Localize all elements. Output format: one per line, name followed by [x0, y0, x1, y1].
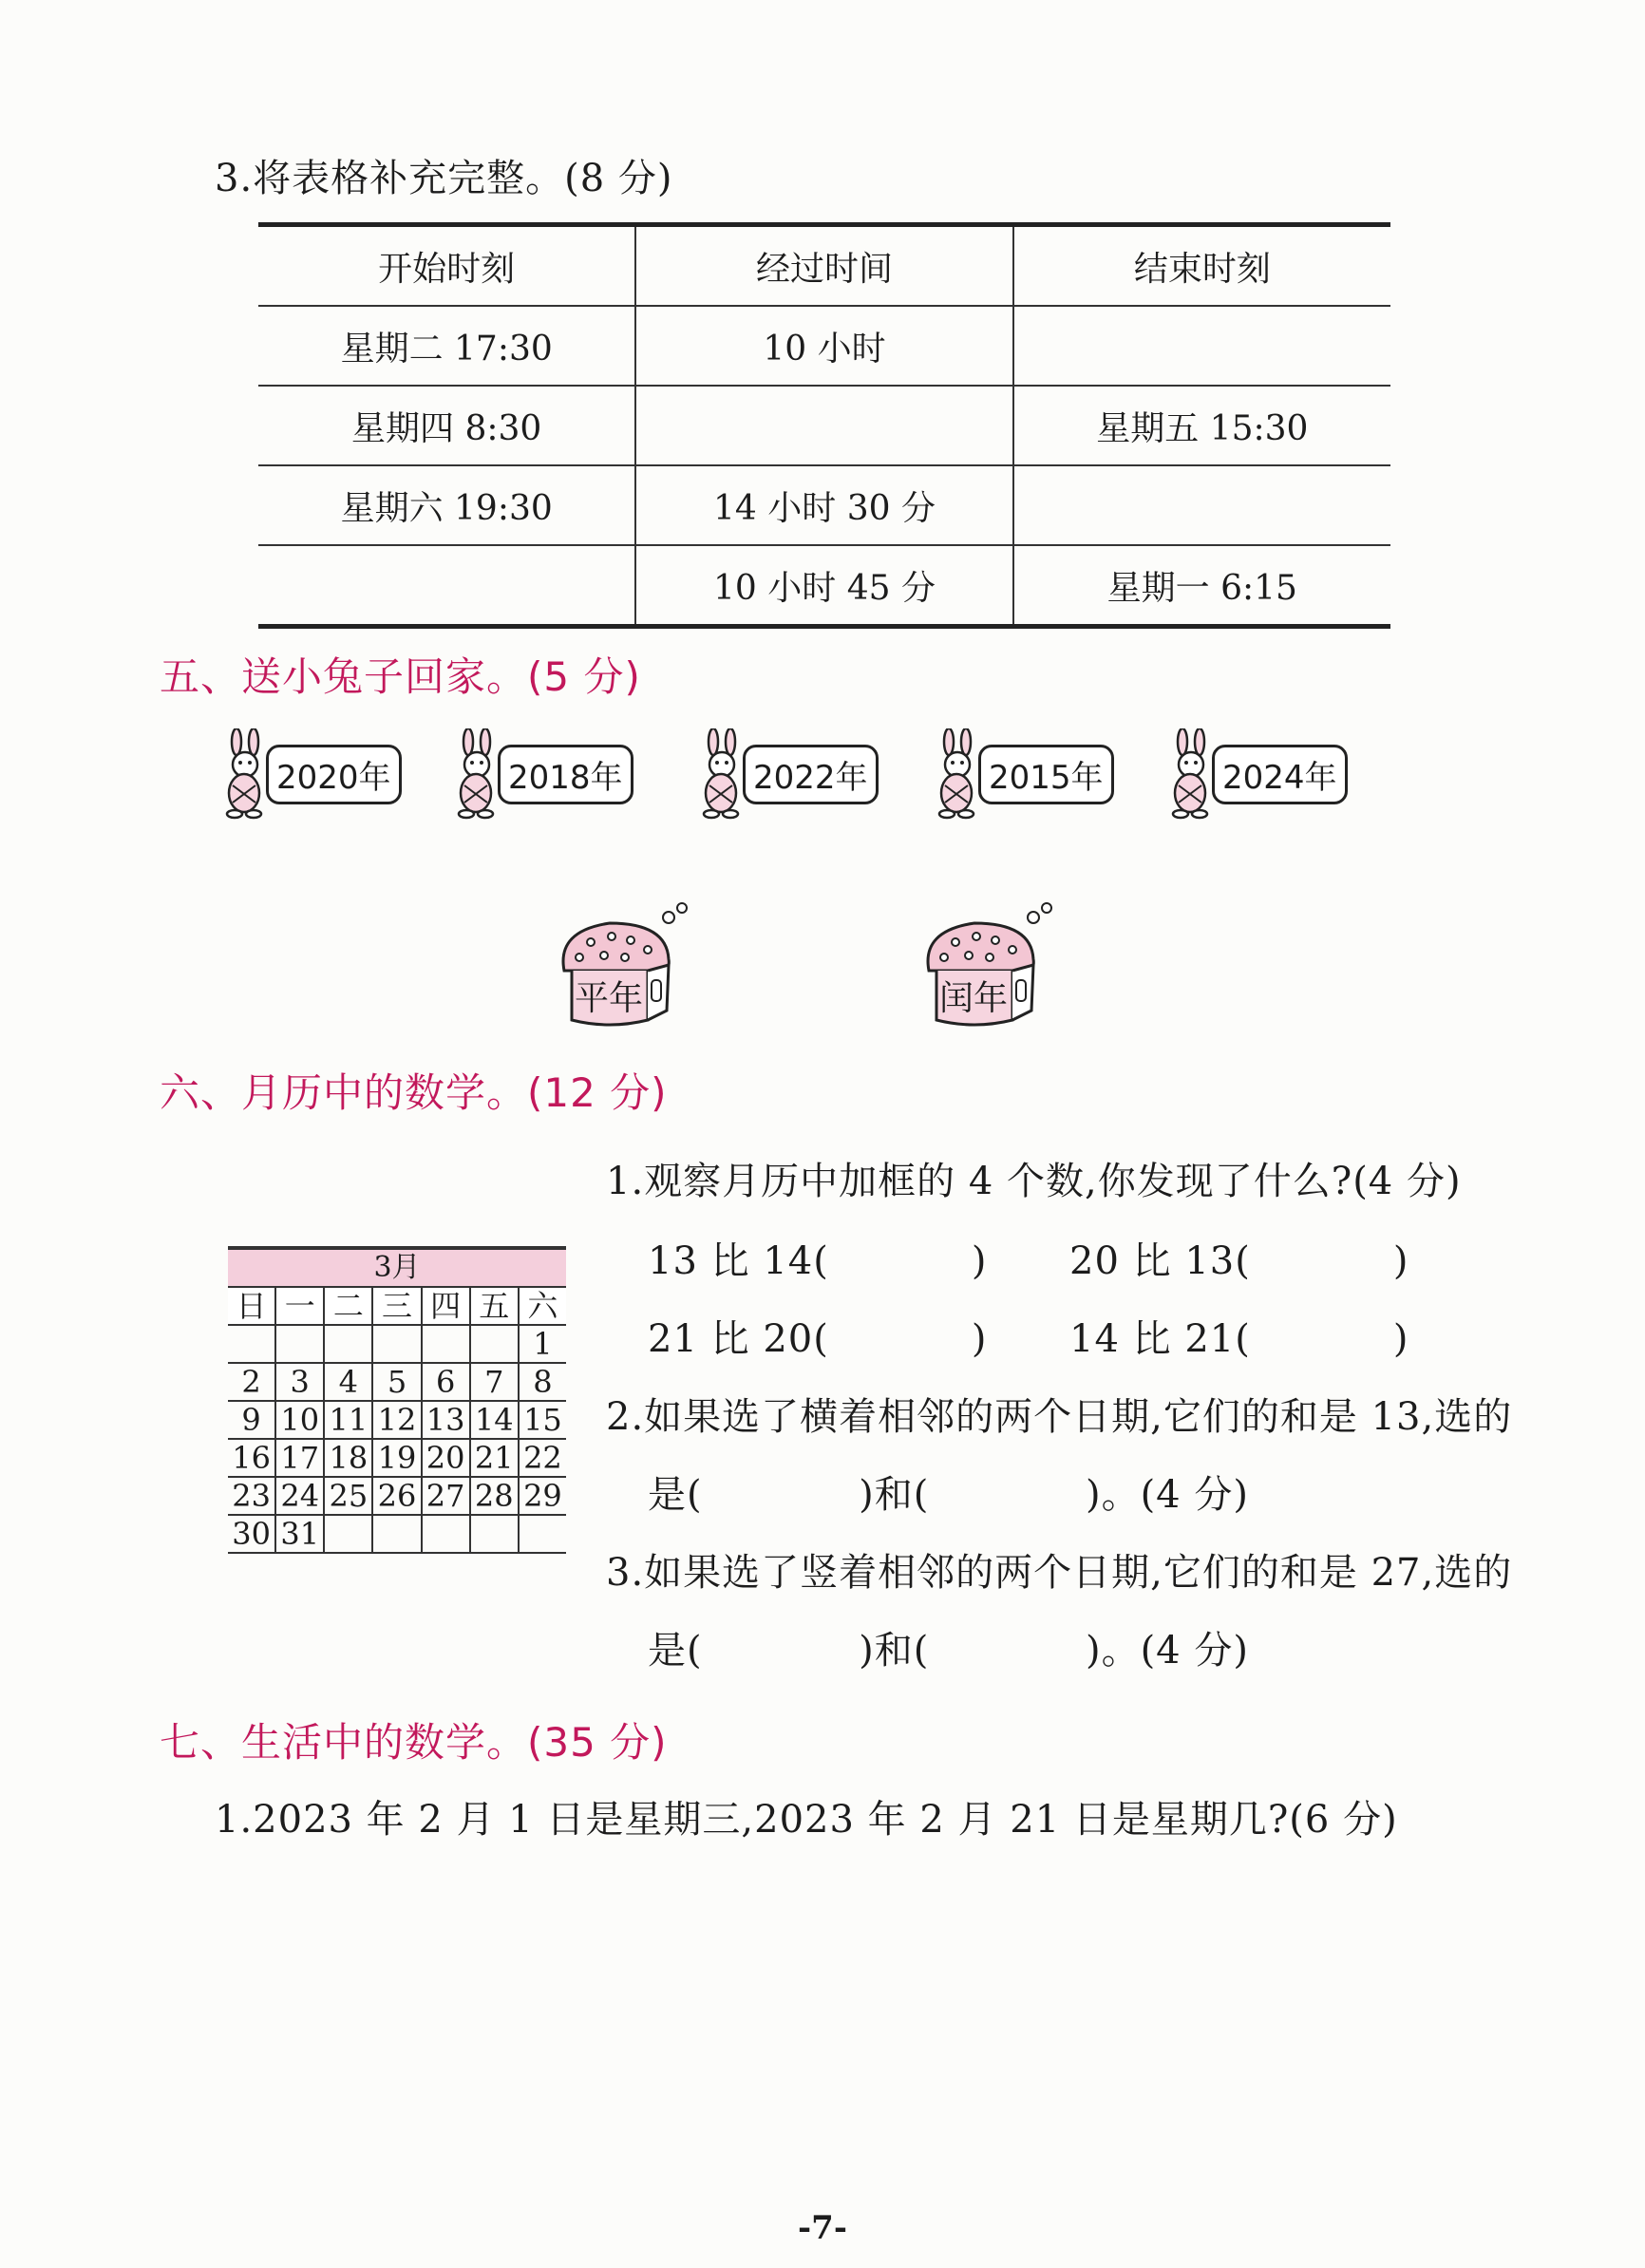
close-paren: ) [1392, 1239, 1409, 1283]
part3-title: 3.将表格补充完整。(8 分) [215, 157, 673, 200]
s6-q1-blank-a [648, 1231, 987, 1285]
calendar-day: 4 [324, 1363, 372, 1401]
elapsed-cell: 10 小时 45 分 [635, 545, 1012, 627]
calendar-week-row [228, 1401, 566, 1439]
section7-title: 七、生活中的数学。(35 分) [160, 1719, 668, 1766]
weekday-label: 四 [422, 1287, 470, 1325]
s6-q1-blank-c [648, 1309, 987, 1363]
close-paren: ) [971, 1317, 988, 1361]
table-row [258, 306, 1390, 386]
rabbit-card[interactable] [1166, 727, 1348, 822]
calendar-day: 12 [372, 1401, 421, 1439]
calendar-month-row [228, 1248, 566, 1287]
table-row [258, 465, 1390, 545]
header-end-time: 结束时刻 [1013, 225, 1390, 307]
page-number: -7- [798, 2209, 847, 2247]
rabbit-year-tag: 2020年 [266, 745, 402, 804]
table-row [258, 545, 1390, 627]
section6-title: 六、月历中的数学。(12 分) [160, 1069, 668, 1116]
close-paren: ) [971, 1239, 988, 1283]
elapsed-cell: 14 小时 30 分 [635, 465, 1012, 545]
rabbit-card[interactable] [933, 727, 1114, 822]
weekday-label: 一 [275, 1287, 324, 1325]
calendar-day: 14 [470, 1401, 519, 1439]
weekday-label: 六 [519, 1287, 566, 1325]
calendar-day: 18 [324, 1439, 372, 1477]
calendar-empty-cell [372, 1515, 421, 1553]
s7-question-1: 1.2023 年 2 月 1 日是星期三,2023 年 2 月 21 日是星期几?(6 分) [215, 1798, 1398, 1842]
house-common-year[interactable] [553, 898, 695, 1040]
calendar-empty-cell [422, 1325, 470, 1363]
calendar-week-row [228, 1477, 566, 1515]
calendar-empty-cell [228, 1325, 275, 1363]
start-cell-answer[interactable] [258, 545, 635, 627]
calendar-day: 20 [422, 1439, 470, 1477]
s6-q1-b-text: 20 比 13( [1069, 1239, 1251, 1283]
end-cell: 星期一 6:15 [1013, 545, 1390, 627]
end-cell-answer[interactable] [1013, 306, 1390, 386]
calendar-day: 29 [519, 1477, 566, 1515]
s6-q1-blank-d [1069, 1309, 1409, 1363]
calendar-empty-cell [422, 1515, 470, 1553]
calendar-empty-cell [519, 1515, 566, 1553]
house-label: 闰年 [938, 979, 1008, 1018]
calendar-empty-cell [275, 1325, 324, 1363]
s6-question-3: 3.如果选了竖着相邻的两个日期,它们的和是 27,选的 [606, 1551, 1513, 1595]
calendar-day: 5 [372, 1363, 421, 1401]
rabbit-year-tag: 2024年 [1212, 745, 1348, 804]
calendar-day: 13 [422, 1401, 470, 1439]
calendar-day: 30 [228, 1515, 275, 1553]
rabbit-year-tag: 2018年 [498, 745, 633, 804]
calendar-day: 15 [519, 1401, 566, 1439]
start-cell: 星期六 19:30 [258, 465, 635, 545]
s6-question-2-answer[interactable]: 是( )和( )。(4 分) [648, 1473, 1249, 1517]
calendar-day: 11 [324, 1401, 372, 1439]
s6-q1-a-text: 13 比 14( [648, 1239, 829, 1283]
table-header-row [258, 225, 1390, 307]
calendar-day: 2 [228, 1363, 275, 1401]
calendar-week-row [228, 1515, 566, 1553]
weekday-label: 三 [372, 1287, 421, 1325]
calendar-empty-cell [470, 1325, 519, 1363]
calendar-week-row [228, 1439, 566, 1477]
s6-q1-c-text: 21 比 20( [648, 1317, 829, 1361]
time-table [258, 222, 1390, 629]
rabbit-icon [933, 728, 982, 820]
rabbit-year-tag: 2015年 [978, 745, 1114, 804]
calendar-day: 25 [324, 1477, 372, 1515]
rabbit-card[interactable] [220, 727, 402, 822]
rabbit-icon [452, 728, 501, 820]
calendar-day: 22 [519, 1439, 566, 1477]
rabbit-icon [1166, 728, 1216, 820]
calendar-day: 8 [519, 1363, 566, 1401]
calendar-day: 19 [372, 1439, 421, 1477]
calendar-empty-cell [372, 1325, 421, 1363]
rabbit-year-tag: 2022年 [743, 745, 879, 804]
calendar-day: 21 [470, 1439, 519, 1477]
calendar-day: 27 [422, 1477, 470, 1515]
calendar-month: 3月 [228, 1248, 566, 1287]
rabbit-icon [697, 728, 747, 820]
calendar-day: 7 [470, 1363, 519, 1401]
calendar-day: 3 [275, 1363, 324, 1401]
rabbit-icon [220, 728, 270, 820]
house-leap-year[interactable] [917, 898, 1060, 1040]
start-cell: 星期二 17:30 [258, 306, 635, 386]
end-cell-answer[interactable] [1013, 465, 1390, 545]
calendar-day: 6 [422, 1363, 470, 1401]
calendar-empty-cell [324, 1325, 372, 1363]
house-label: 平年 [574, 979, 643, 1018]
calendar-day: 16 [228, 1439, 275, 1477]
elapsed-cell-answer[interactable] [635, 386, 1012, 465]
s6-question-2: 2.如果选了横着相邻的两个日期,它们的和是 13,选的 [606, 1395, 1513, 1439]
start-cell: 星期四 8:30 [258, 386, 635, 465]
weekday-label: 二 [324, 1287, 372, 1325]
section5-title: 五、送小兔子回家。(5 分) [160, 653, 641, 700]
elapsed-cell: 10 小时 [635, 306, 1012, 386]
calendar [228, 1246, 566, 1554]
weekday-label: 五 [470, 1287, 519, 1325]
s6-q1-blank-b [1069, 1231, 1409, 1285]
calendar-week-row [228, 1325, 566, 1363]
s6-question-3-answer[interactable]: 是( )和( )。(4 分) [648, 1629, 1249, 1673]
rabbit-card[interactable] [452, 727, 633, 822]
calendar-weekday-row [228, 1287, 566, 1325]
s6-q1-d-text: 14 比 21( [1069, 1317, 1251, 1361]
calendar-day: 28 [470, 1477, 519, 1515]
calendar-body [228, 1325, 566, 1553]
calendar-day: 9 [228, 1401, 275, 1439]
header-elapsed-time: 经过时间 [635, 225, 1012, 307]
calendar-day: 1 [519, 1325, 566, 1363]
calendar-day: 17 [275, 1439, 324, 1477]
calendar-day: 24 [275, 1477, 324, 1515]
table-row [258, 386, 1390, 465]
s6-question-1: 1.观察月历中加框的 4 个数,你发现了什么?(4 分) [606, 1160, 1462, 1203]
weekday-label: 日 [228, 1287, 275, 1325]
calendar-empty-cell [324, 1515, 372, 1553]
calendar-day: 26 [372, 1477, 421, 1515]
calendar-day: 23 [228, 1477, 275, 1515]
end-cell: 星期五 15:30 [1013, 386, 1390, 465]
calendar-day: 31 [275, 1515, 324, 1553]
rabbit-card[interactable] [697, 727, 879, 822]
calendar-week-row [228, 1363, 566, 1401]
close-paren: ) [1392, 1317, 1409, 1361]
header-start-time: 开始时刻 [258, 225, 635, 307]
calendar-day: 10 [275, 1401, 324, 1439]
calendar-empty-cell [470, 1515, 519, 1553]
